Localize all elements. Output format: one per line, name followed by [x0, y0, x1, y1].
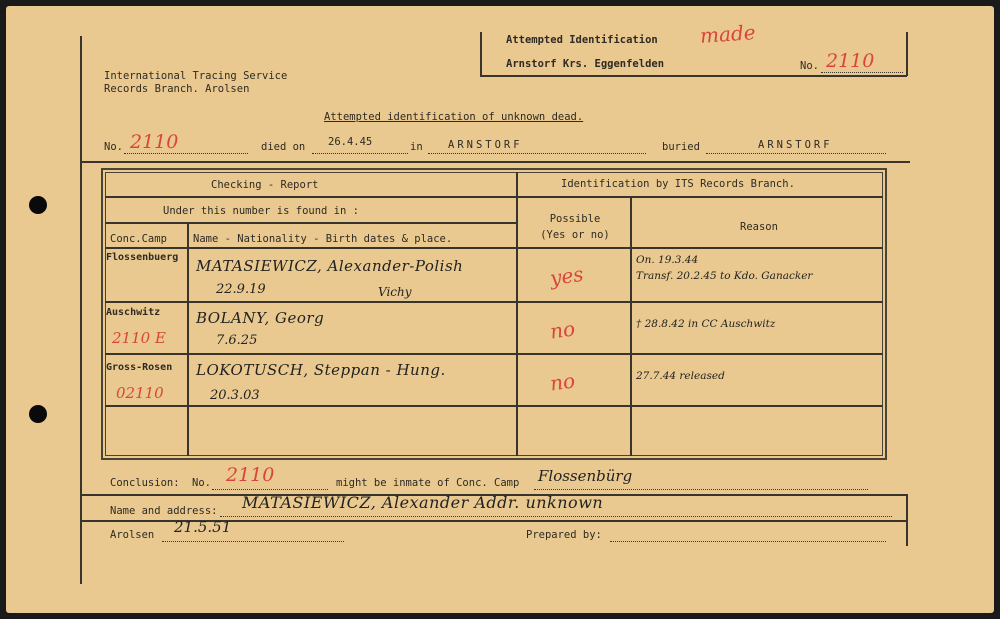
- header-box-right: [906, 32, 908, 76]
- row-3-line: [105, 405, 883, 407]
- died-on-dots: [312, 153, 408, 154]
- conclusion-no-label: No.: [192, 477, 211, 489]
- in-value: ARNSTORF: [448, 139, 523, 151]
- header-box-title: Attempted Identification: [506, 34, 658, 46]
- found-in-label: Under this number is found in :: [163, 205, 359, 217]
- row-1-camp: Flossenbuerg: [106, 252, 179, 263]
- document-card: [6, 6, 994, 613]
- header-box-location: Arnstorf Krs. Eggenfelden: [506, 58, 665, 70]
- possible-header: Possible (Yes or no): [540, 213, 610, 241]
- death-no-dots: [124, 153, 248, 154]
- header-box-left: [480, 32, 482, 76]
- name-header: Name - Nationality - Birth dates & place.: [193, 233, 453, 245]
- reason-header: Reason: [740, 221, 778, 233]
- conclusion-no-value: 2110: [226, 464, 275, 486]
- row-2-line: [105, 353, 883, 355]
- punch-hole-bottom: [29, 405, 47, 423]
- footer-right-rule: [906, 494, 908, 546]
- buried-label: buried: [662, 141, 700, 153]
- header-row-2-line: [105, 222, 516, 224]
- conclusion-might-label: might be inmate of Conc. Camp: [336, 477, 520, 489]
- in-dots: [428, 153, 646, 154]
- name-address-value: MATASIEWICZ, Alexander Addr. unknown: [242, 493, 604, 512]
- row-2-birth: 7.6.25: [216, 333, 258, 348]
- row-1-possible: yes: [548, 261, 585, 291]
- header-box-no-dots: [821, 72, 903, 73]
- col-divider-possible: [630, 196, 632, 456]
- buried-dots: [706, 153, 886, 154]
- made-stamp: made: [699, 20, 757, 48]
- row-3-camp-number: 02110: [116, 384, 164, 402]
- row-3-name: LOKOTUSCH, Steppan - Hung.: [196, 361, 446, 379]
- row-3-reason-1: 27.7.44 released: [636, 370, 725, 382]
- org-line-1: International Tracing Service: [104, 70, 288, 82]
- header-row-1-line: [105, 196, 883, 198]
- death-no-value: 2110: [130, 131, 179, 153]
- conc-camp-header: Conc.Camp: [110, 233, 167, 245]
- header-bottom-line: [105, 247, 883, 249]
- col-divider-main: [516, 172, 518, 456]
- row-3-possible: no: [548, 368, 577, 396]
- death-no-label: No.: [104, 141, 123, 153]
- row-2-camp: Auschwitz: [106, 307, 161, 318]
- conclusion-camp-dots: [534, 489, 868, 490]
- conclusion-no-dots: [212, 489, 328, 490]
- name-address-dots: [220, 516, 892, 517]
- row-2-camp-number: 2110 E: [112, 329, 166, 347]
- in-label: in: [410, 141, 423, 153]
- died-on-value: 26.4.45: [328, 136, 373, 148]
- col-divider-camp: [187, 222, 189, 456]
- row-1-reason-1: On. 19.3.44: [636, 254, 699, 266]
- name-address-label: Name and address:: [110, 505, 218, 517]
- conclusion-camp-value: Flossenbürg: [538, 467, 633, 485]
- left-margin-rule: [80, 36, 82, 584]
- row-1-line: [105, 301, 883, 303]
- footer-date: 21.5.51: [174, 518, 232, 536]
- form-title: Attempted identification of unknown dead.: [324, 111, 584, 123]
- row-2-possible: no: [548, 316, 577, 344]
- row-1-name: MATASIEWICZ, Alexander-Polish: [196, 257, 464, 275]
- buried-value: ARNSTORF: [758, 139, 833, 151]
- identification-header: Identification by ITS Records Branch.: [561, 178, 795, 190]
- died-on-label: died on: [261, 141, 306, 153]
- footer-place: Arolsen: [110, 529, 155, 541]
- punch-hole-top: [29, 196, 47, 214]
- row-3-birth: 20.3.03: [210, 388, 260, 403]
- checking-report-header: Checking - Report: [211, 179, 319, 191]
- header-box-no-value: 2110: [826, 50, 875, 72]
- footer-date-dots: [162, 541, 344, 542]
- prepared-by-dots: [610, 541, 886, 542]
- row-2-name: BOLANY, Georg: [196, 309, 325, 327]
- row-1-reason-2: Transf. 20.2.45 to Kdo. Ganacker: [636, 270, 813, 282]
- conclusion-label: Conclusion:: [110, 477, 180, 489]
- header-box-bottom: [480, 75, 907, 77]
- header-separator: [80, 161, 910, 163]
- row-1-place: Vichy: [378, 285, 412, 299]
- header-box-no-label: No.: [800, 60, 819, 72]
- org-line-2: Records Branch. Arolsen: [104, 83, 250, 95]
- row-2-reason-1: † 28.8.42 in CC Auschwitz: [636, 318, 776, 330]
- row-3-camp: Gross-Rosen: [106, 362, 173, 373]
- prepared-by-label: Prepared by:: [526, 529, 602, 541]
- row-1-birth: 22.9.19: [216, 282, 266, 297]
